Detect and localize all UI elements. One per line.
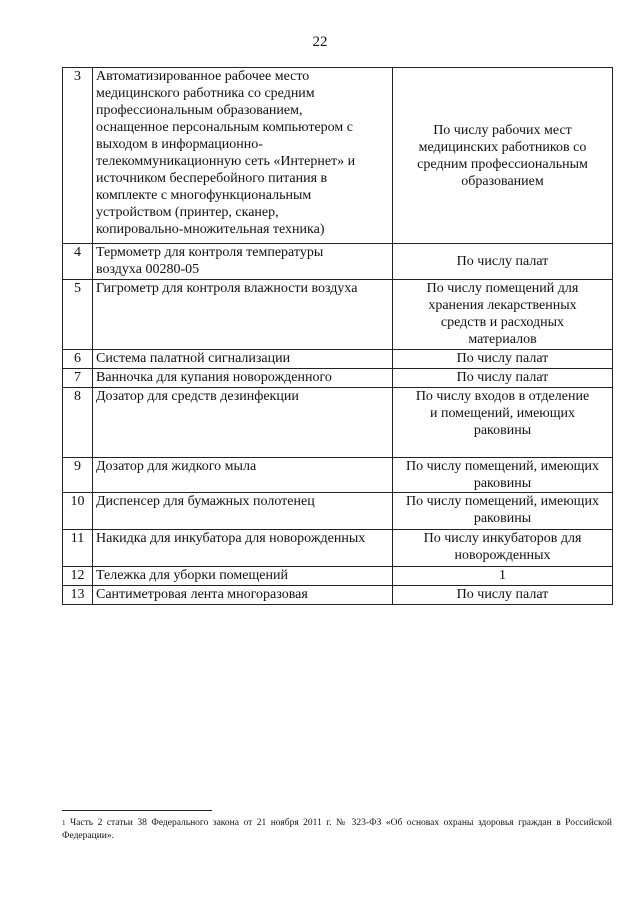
equipment-name xyxy=(93,369,393,388)
equipment-name-line: Система палатной сигнализации xyxy=(96,351,291,366)
required-quantity-line: хранения лекарственных xyxy=(428,298,577,313)
equipment-name xyxy=(93,493,393,530)
required-quantity-line: По числу помещений для xyxy=(426,281,579,296)
equipment-table xyxy=(62,67,613,605)
row-number: 13 xyxy=(63,586,93,605)
row-number: 11 xyxy=(63,530,93,567)
table-row xyxy=(63,350,613,369)
required-quantity-line: и помещений, имеющих xyxy=(429,406,576,421)
equipment-name-line: Дозатор для жидкого мыла xyxy=(96,459,257,474)
required-quantity-line: 1 xyxy=(499,568,506,583)
equipment-name-line: комплекте с многофункциональным xyxy=(96,188,312,203)
required-quantity-line: По числу рабочих мест xyxy=(433,122,572,138)
row-number: 3 xyxy=(63,68,93,244)
equipment-name-line: Сантиметровая лента многоразовая xyxy=(96,587,308,602)
equipment-name-line: Тележка для уборки помещений xyxy=(96,568,288,583)
equipment-name xyxy=(93,530,393,567)
required-quantity xyxy=(393,350,613,369)
row-number: 10 xyxy=(63,493,93,530)
equipment-name-line: оснащенное персональным компьютером с xyxy=(96,120,353,135)
required-quantity-line: По числу помещений, имеющих xyxy=(406,459,599,474)
required-quantity xyxy=(393,369,613,388)
page-number: 22 xyxy=(312,34,328,50)
required-quantity xyxy=(393,388,613,458)
required-quantity xyxy=(393,567,613,586)
table-row xyxy=(63,68,613,244)
required-quantity-line: материалов xyxy=(468,332,537,347)
footnote-text: Часть 2 статьи 38 Федерального закона от 21 ноября 2011 г. № 323-ФЗ «Об основах охраны здоровья граждан в Российской Федерации». xyxy=(62,818,612,841)
table-row xyxy=(63,530,613,567)
required-quantity-line: новорожденных xyxy=(454,548,551,563)
equipment-name-line: Ванночка для купания новорожденного xyxy=(96,370,332,385)
equipment-name xyxy=(93,68,393,244)
row-number: 8 xyxy=(63,388,93,458)
required-quantity xyxy=(393,280,613,350)
equipment-name-line: Гигрометр для контроля влажности воздуха xyxy=(96,281,358,296)
equipment-name-line: источником бесперебойного питания в xyxy=(96,171,328,186)
footnote-separator xyxy=(62,810,212,811)
equipment-table-body xyxy=(63,68,613,605)
table-row xyxy=(63,280,613,350)
required-quantity xyxy=(393,458,613,493)
equipment-name xyxy=(93,586,393,605)
equipment-name-line: копировально-множительная техника) xyxy=(96,222,325,237)
table-row xyxy=(63,493,613,530)
required-quantity-line: раковины xyxy=(473,476,532,491)
table-row xyxy=(63,586,613,605)
required-quantity xyxy=(393,493,613,530)
footnote-marker: 1 xyxy=(62,819,66,827)
table-row xyxy=(63,244,613,280)
equipment-name-line: телекоммуникационную сеть «Интернет» и xyxy=(96,154,356,169)
table-row xyxy=(63,567,613,586)
required-quantity-line: По числу палат xyxy=(456,587,549,602)
required-quantity-line: По числу помещений, имеющих xyxy=(406,494,599,509)
equipment-name xyxy=(93,244,393,280)
equipment-name xyxy=(93,350,393,369)
row-number: 12 xyxy=(63,567,93,586)
row-number: 6 xyxy=(63,350,93,369)
required-quantity-line: раковины xyxy=(473,423,532,438)
equipment-name xyxy=(93,280,393,350)
equipment-name xyxy=(93,567,393,586)
required-quantity-line: По числу входов в отделение xyxy=(415,389,590,404)
required-quantity xyxy=(393,586,613,605)
required-quantity-line: По числу инкубаторов для xyxy=(423,531,582,546)
row-number: 5 xyxy=(63,280,93,350)
required-quantity xyxy=(393,68,613,244)
footnote xyxy=(62,817,612,843)
equipment-name-line: Автоматизированное рабочее место xyxy=(96,69,310,84)
required-quantity-line: медицинских работников со xyxy=(418,139,587,155)
required-quantity xyxy=(393,244,613,280)
required-quantity-line: По числу палат xyxy=(456,351,549,366)
equipment-name xyxy=(93,388,393,458)
required-quantity-line: По числу палат xyxy=(456,370,549,385)
table-row xyxy=(63,369,613,388)
equipment-name-line: воздуха 00280-05 xyxy=(96,262,200,277)
equipment-name-line: Накидка для инкубатора для новорожденных xyxy=(96,531,366,546)
required-quantity-line: раковины xyxy=(473,511,532,526)
equipment-name-line: выходом в информационно- xyxy=(96,137,263,152)
equipment-name-line: Термометр для контроля температуры xyxy=(96,245,324,260)
equipment-name-line: Диспенсер для бумажных полотенец xyxy=(96,494,315,509)
equipment-name-line: профессиональным образованием, xyxy=(96,103,303,118)
row-number: 4 xyxy=(63,244,93,280)
row-number: 9 xyxy=(63,458,93,493)
required-quantity xyxy=(393,530,613,567)
equipment-name-line: медицинского работника со средним xyxy=(96,86,315,101)
row-number: 7 xyxy=(63,369,93,388)
table-row xyxy=(63,388,613,458)
required-quantity-line: По числу палат xyxy=(456,254,549,269)
required-quantity-line: средним профессиональным xyxy=(417,156,588,172)
required-quantity-line: образованием xyxy=(461,173,544,189)
table-row xyxy=(63,458,613,493)
equipment-name-line: устройством (принтер, сканер, xyxy=(96,205,279,220)
required-quantity-line: средств и расходных xyxy=(440,315,565,330)
equipment-name xyxy=(93,458,393,493)
equipment-name-line: Дозатор для средств дезинфекции xyxy=(96,389,299,404)
